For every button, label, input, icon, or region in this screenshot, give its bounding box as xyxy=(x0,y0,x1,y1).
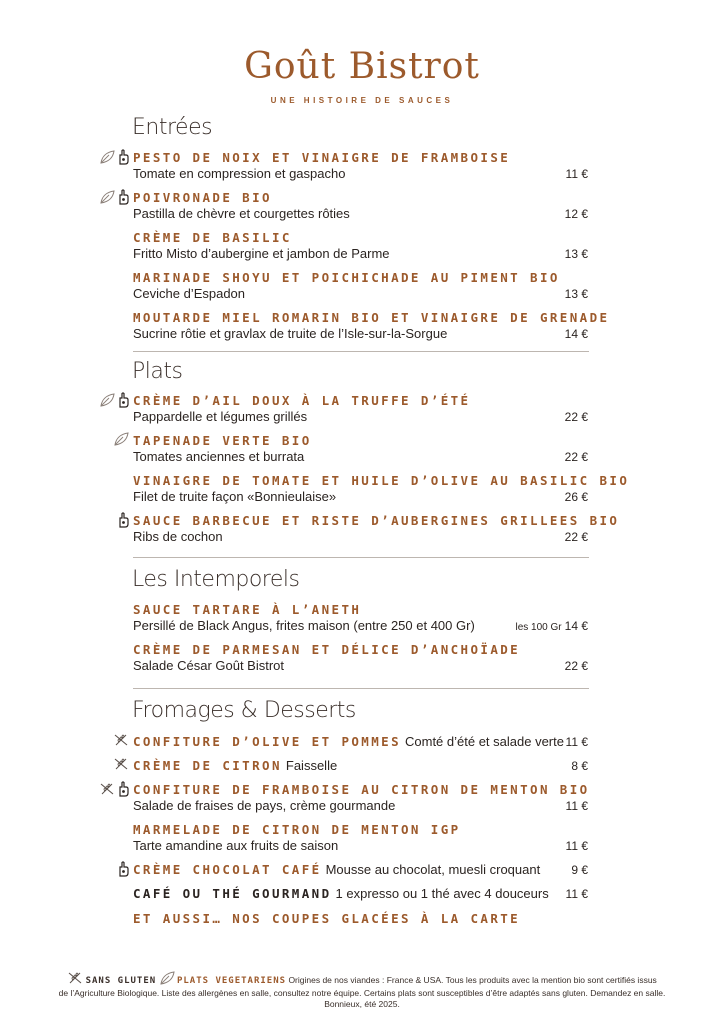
item-name xyxy=(133,758,337,773)
item-name xyxy=(133,886,549,901)
section-divider xyxy=(133,688,589,689)
item-description: Pappardelle et légumes grillés xyxy=(133,409,308,424)
section-title-plats: Plats xyxy=(132,359,183,384)
item-name: PESTO DE NOIX ET VINAIGRE DE FRAMBOISE xyxy=(133,150,511,165)
item-name: MARINADE SHOYU ET POICHICHADE AU PIMENT BIO xyxy=(133,270,560,285)
item-description: Tomate en compression et gaspacho xyxy=(133,166,346,181)
section-divider xyxy=(133,557,589,558)
item-description: Persillé de Black Angus, frites maison (entre 250 et 400 Gr) xyxy=(133,618,475,633)
item-description: Salade César Goût Bistrot xyxy=(133,658,285,673)
item-description: Ribs de cochon xyxy=(133,529,223,544)
item-name xyxy=(133,862,540,877)
section-divider xyxy=(133,351,589,352)
item-price xyxy=(516,619,589,633)
item-icons xyxy=(113,432,129,446)
item-icons xyxy=(113,733,129,747)
item-name-text: CONFITURE D’OLIVE ET POMMES xyxy=(133,734,401,749)
item-description: Tarte amandine aux fruits de saison xyxy=(133,838,339,853)
section-title-entrees: Entrées xyxy=(132,115,213,140)
brand-title: Goût Bistrot xyxy=(244,46,480,87)
price-value: 14 € xyxy=(564,619,588,633)
item-icons xyxy=(99,392,129,408)
item-price: 11 € xyxy=(565,735,588,749)
gluten-free-icon xyxy=(113,757,129,771)
item-name: TAPENADE VERTE BIO xyxy=(133,433,312,448)
item-price: 22 € xyxy=(564,410,588,424)
item-description: Fritto Misto d’aubergine et jambon de Parme xyxy=(133,246,390,261)
item-description: Filet de truite façon «Bonnieulaise» xyxy=(133,489,337,504)
item-name: CONFITURE DE FRAMBOISE AU CITRON DE MENTON BIO xyxy=(133,782,590,797)
item-icons xyxy=(117,861,129,877)
item-price: 22 € xyxy=(564,530,588,544)
item-description: Faisselle xyxy=(285,758,338,773)
gluten-free-icon xyxy=(67,975,83,985)
item-icons xyxy=(99,189,129,205)
gluten-free-icon xyxy=(99,782,115,796)
vegetarian-leaf-icon xyxy=(99,393,115,407)
item-price: 11 € xyxy=(565,887,588,901)
item-icons xyxy=(99,781,129,797)
item-price: 14 € xyxy=(564,327,588,341)
item-price: 9 € xyxy=(571,863,588,877)
footer xyxy=(30,971,694,1011)
item-name: ET AUSSI… NOS COUPES GLACÉES À LA CARTE xyxy=(133,911,521,926)
item-name: POIVRONADE BIO xyxy=(133,190,272,205)
item-icons xyxy=(117,512,129,528)
item-description: Pastilla de chèvre et courgettes rôties xyxy=(133,206,350,221)
gluten-free-icon xyxy=(113,733,129,747)
item-description: Sucrine rôtie et gravlax de truite de l’Isle-sur-la-Sorgue xyxy=(133,326,448,341)
brand-subtitle: UNE HISTOIRE DE SAUCES xyxy=(270,96,454,105)
item-price: 22 € xyxy=(564,659,588,673)
item-name xyxy=(133,734,564,749)
item-description: Ceviche d’Espadon xyxy=(133,286,246,301)
item-name-text: CRÈME CHOCOLAT CAFÉ xyxy=(133,862,322,877)
hand-icon xyxy=(117,781,129,797)
item-description: Salade de fraises de pays, crème gourmande xyxy=(133,798,396,813)
item-name: CRÈME D’AIL DOUX À LA TRUFFE D’ÉTÉ xyxy=(133,393,471,408)
vegetarian-leaf-icon xyxy=(99,190,115,204)
section-title-intemporels: Les Intemporels xyxy=(132,567,300,592)
legend-vegetarian: PLATS VEGETARIENS xyxy=(176,976,287,986)
vegetarian-leaf-icon xyxy=(113,432,129,446)
item-price: 12 € xyxy=(564,207,588,221)
price-unit: les 100 Gr xyxy=(515,622,562,633)
item-name-text: CAFÉ OU THÉ GOURMAND xyxy=(133,886,332,901)
item-description: Mousse au chocolat, muesli croquant xyxy=(325,862,541,877)
item-price: 22 € xyxy=(564,450,588,464)
item-name-text: CRÈME DE CITRON xyxy=(133,758,282,773)
item-name: SAUCE TARTARE À L’ANETH xyxy=(133,602,362,617)
hand-icon xyxy=(117,149,129,165)
item-price: 13 € xyxy=(564,287,588,301)
item-description: Comté d’été et salade verte xyxy=(405,734,564,749)
item-name: SAUCE BARBECUE ET RISTE D’AUBERGINES GRILLEES BIO xyxy=(133,513,620,528)
item-price: 8 € xyxy=(571,759,588,773)
hand-icon xyxy=(117,189,129,205)
item-price: 13 € xyxy=(564,247,588,261)
footer-line-1: Origines de nos viandes : France & USA. Tous les produits avec la mention bio sont certifiés issus xyxy=(288,975,657,985)
item-price: 11 € xyxy=(565,799,588,813)
item-price: 26 € xyxy=(564,490,588,504)
item-name: MARMELADE DE CITRON DE MENTON IGP xyxy=(133,822,461,837)
vegetarian-leaf-icon xyxy=(99,150,115,164)
footer-line-3: Bonnieux, été 2025. xyxy=(324,999,400,1009)
legend-gluten-free: SANS GLUTEN xyxy=(85,976,157,986)
item-description: 1 expresso ou 1 thé avec 4 douceurs xyxy=(335,886,549,901)
item-price: 11 € xyxy=(565,167,588,181)
item-name: VINAIGRE DE TOMATE ET HUILE D’OLIVE AU BASILIC BIO xyxy=(133,473,630,488)
hand-icon xyxy=(117,861,129,877)
item-name: CRÈME DE BASILIC xyxy=(133,230,292,245)
item-price: 11 € xyxy=(565,839,588,853)
item-name: MOUTARDE MIEL ROMARIN BIO ET VINAIGRE DE GRENADE xyxy=(133,310,610,325)
item-icons xyxy=(113,757,129,771)
item-name: CRÈME DE PARMESAN ET DÉLICE D’ANCHOÏADE xyxy=(133,642,521,657)
hand-icon xyxy=(117,392,129,408)
footer-line-2: de l’Agriculture Biologique. Liste des allergènes en salle, consultez notre équipe. Certains plats sont susceptibles d’être adaptés sans gluten. Demandez en salle. xyxy=(58,987,666,998)
vegetarian-leaf-icon xyxy=(159,975,175,985)
item-description: Tomates anciennes et burrata xyxy=(133,449,305,464)
hand-icon xyxy=(117,512,129,528)
item-icons xyxy=(99,149,129,165)
section-title-desserts: Fromages & Desserts xyxy=(132,698,356,723)
